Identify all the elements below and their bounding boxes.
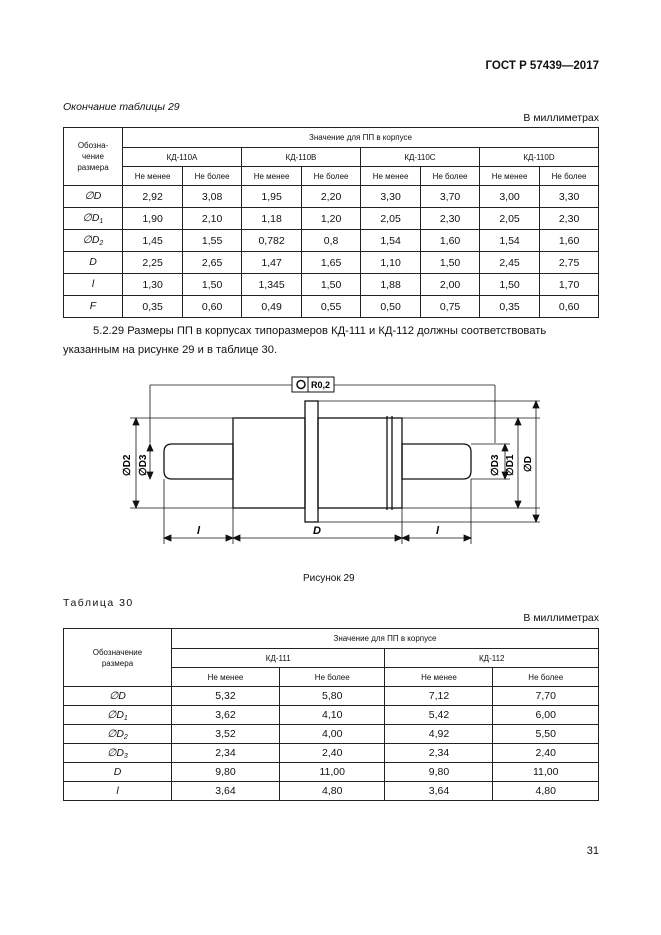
value-cell: 2,25 — [123, 252, 183, 274]
dimension-letter: D — [93, 190, 102, 202]
table29-continuation-label: Окончание таблицы 29 — [63, 101, 180, 113]
value-cell: 0,55 — [302, 296, 361, 318]
value-cell: 2,65 — [183, 252, 242, 274]
package-header: КД-111 — [172, 649, 385, 668]
radius-label: R0,2 — [311, 380, 331, 390]
dimension-subscript: 1 — [99, 218, 104, 225]
table-row — [64, 186, 599, 208]
package-header: КД-110А — [123, 148, 242, 167]
min-header: Не менее — [360, 167, 420, 186]
table-row — [64, 208, 599, 230]
diameter-symbol: ∅ — [107, 746, 117, 759]
value-cell: 11,00 — [279, 763, 385, 782]
dimension-letter: D — [113, 765, 122, 778]
value-cell: 2,05 — [479, 208, 539, 230]
value-cell: 1,95 — [241, 186, 301, 208]
value-cell: 5,50 — [493, 725, 599, 744]
designation-cell — [64, 706, 172, 725]
table-row — [64, 782, 599, 801]
value-cell: 6,00 — [493, 706, 599, 725]
value-cell: 3,08 — [183, 186, 242, 208]
right-body-shape — [318, 418, 402, 508]
designation-cell — [64, 744, 172, 763]
designation-cell — [64, 208, 123, 230]
left-body-shape — [233, 418, 305, 508]
label-d3-left: ∅D3 — [138, 454, 149, 476]
value-cell: 11,00 — [493, 763, 599, 782]
designation-cell — [64, 296, 123, 318]
value-cell: 4,80 — [493, 782, 599, 801]
table-29 — [63, 127, 599, 318]
designation-cell — [64, 252, 123, 274]
diameter-symbol: ∅ — [107, 708, 117, 721]
table-row — [64, 296, 599, 318]
figure-29-drawing — [100, 368, 560, 568]
value-cell: 5,42 — [385, 706, 493, 725]
package-header: КД-110D — [479, 148, 598, 167]
value-cell: 3,52 — [172, 725, 280, 744]
max-header: Не более — [279, 668, 385, 687]
value-cell: 4,00 — [279, 725, 385, 744]
table-row — [64, 274, 599, 296]
dimension-letter: D — [118, 689, 126, 702]
value-cell: 2,20 — [302, 186, 361, 208]
value-cell: 1,50 — [183, 274, 242, 296]
diameter-symbol: ∅ — [82, 212, 92, 224]
value-cell: 0,50 — [360, 296, 420, 318]
min-header: Не менее — [172, 668, 280, 687]
value-cell: 4,10 — [279, 706, 385, 725]
value-cell: 3,30 — [360, 186, 420, 208]
value-cell: 2,40 — [279, 744, 385, 763]
value-cell: 2,30 — [540, 208, 599, 230]
min-header: Не менее — [123, 167, 183, 186]
label-d3-right: ∅D3 — [490, 454, 501, 476]
value-cell: 1,50 — [479, 274, 539, 296]
designation-header: Обозначение размера — [64, 629, 172, 687]
table-30 — [63, 628, 599, 801]
dimension-letter: D — [91, 212, 100, 224]
value-cell: 1,54 — [479, 230, 539, 252]
designation-cell — [64, 230, 123, 252]
value-cell: 3,62 — [172, 706, 280, 725]
diameter-symbol: ∅ — [84, 190, 94, 202]
value-cell: 1,65 — [302, 252, 361, 274]
designation-cell — [64, 763, 172, 782]
table-row — [64, 687, 599, 706]
value-cell: 1,47 — [241, 252, 301, 274]
value-cell: 4,92 — [385, 725, 493, 744]
dimension-subscript: 2 — [123, 733, 128, 741]
value-cell: 1,54 — [360, 230, 420, 252]
designation-header: Обозна- чение размера — [64, 128, 123, 186]
value-cell: 1,55 — [183, 230, 242, 252]
dimension-letter: l — [91, 278, 95, 290]
dimension-subscript: 1 — [123, 714, 128, 722]
flange-shape — [305, 401, 318, 522]
max-header: Не более — [183, 167, 242, 186]
value-cell: 0,75 — [421, 296, 480, 318]
dimension-letter: l — [116, 784, 119, 797]
value-cell: 1,20 — [302, 208, 361, 230]
min-header: Не менее — [385, 668, 493, 687]
package-header: КД-112 — [385, 649, 599, 668]
value-cell: 2,34 — [385, 744, 493, 763]
value-cell: 2,45 — [479, 252, 539, 274]
dimension-subscript: 2 — [99, 240, 104, 247]
table-row — [64, 763, 599, 782]
value-cell: 0,35 — [123, 296, 183, 318]
dimension-letter: D — [116, 727, 124, 740]
value-cell: 0,60 — [183, 296, 242, 318]
value-cell: 1,60 — [421, 230, 480, 252]
value-cell: 1,18 — [241, 208, 301, 230]
right-lead-shape — [402, 444, 471, 479]
table29-units: В миллиметрах — [523, 112, 599, 124]
value-cell: 3,30 — [540, 186, 599, 208]
value-cell: 9,80 — [172, 763, 280, 782]
value-cell: 1,88 — [360, 274, 420, 296]
diameter-symbol: ∅ — [109, 689, 119, 702]
radius-callout — [292, 377, 334, 392]
value-cell: 3,00 — [479, 186, 539, 208]
value-cell: 1,10 — [360, 252, 420, 274]
diameter-symbol: ∅ — [107, 727, 117, 740]
group-header: Значение для ПП в корпусе — [123, 128, 599, 148]
paragraph-5-2-29: 5.2.29 Размеры ПП в корпусах типоразмеров КД-111 и КД-112 должны соответствовать указанным на рисунке 29 и в таблице 30. — [63, 325, 547, 356]
value-cell: 3,70 — [421, 186, 480, 208]
value-cell: 1,90 — [123, 208, 183, 230]
label-d-bottom: D — [313, 525, 321, 537]
value-cell: 1,345 — [241, 274, 301, 296]
value-cell: 2,05 — [360, 208, 420, 230]
package-header: КД-110С — [360, 148, 479, 167]
value-cell: 9,80 — [385, 763, 493, 782]
table30-units: В миллиметрах — [523, 612, 599, 624]
dimension-letter: D — [91, 234, 100, 246]
value-cell: 1,50 — [302, 274, 361, 296]
designation-cell — [64, 725, 172, 744]
value-cell: 1,60 — [540, 230, 599, 252]
value-cell: 3,64 — [172, 782, 280, 801]
value-cell: 1,45 — [123, 230, 183, 252]
max-header: Не более — [493, 668, 599, 687]
value-cell: 1,30 — [123, 274, 183, 296]
diameter-symbol: ∅ — [82, 234, 92, 246]
value-cell: 0,60 — [540, 296, 599, 318]
table-row — [64, 252, 599, 274]
label-l-right: l — [436, 525, 440, 537]
value-cell: 0,8 — [302, 230, 361, 252]
value-cell: 2,75 — [540, 252, 599, 274]
label-d1: ∅D1 — [505, 454, 516, 476]
value-cell: 0,35 — [479, 296, 539, 318]
dimension-letter: D — [89, 256, 97, 268]
dimension-subscript: 3 — [123, 752, 128, 760]
dimension-letter: D — [116, 746, 124, 759]
designation-cell — [64, 687, 172, 706]
dimension-letter: F — [89, 300, 97, 312]
table-row — [64, 744, 599, 763]
designation-cell — [64, 186, 123, 208]
package-header: КД-110В — [241, 148, 360, 167]
figure-29-caption: Рисунок 29 — [303, 573, 355, 584]
min-header: Не менее — [479, 167, 539, 186]
max-header: Не более — [540, 167, 599, 186]
value-cell: 2,34 — [172, 744, 280, 763]
designation-cell — [64, 782, 172, 801]
value-cell: 2,92 — [123, 186, 183, 208]
value-cell: 7,12 — [385, 687, 493, 706]
table-row — [64, 725, 599, 744]
label-l-left: l — [197, 525, 201, 537]
max-header: Не более — [302, 167, 361, 186]
value-cell: 7,70 — [493, 687, 599, 706]
value-cell: 0,49 — [241, 296, 301, 318]
label-d2: ∅D2 — [122, 454, 133, 476]
value-cell: 2,30 — [421, 208, 480, 230]
value-cell: 1,50 — [421, 252, 480, 274]
value-cell: 3,64 — [385, 782, 493, 801]
min-header: Не менее — [241, 167, 301, 186]
page-number: 31 — [586, 845, 599, 857]
value-cell: 2,00 — [421, 274, 480, 296]
value-cell: 2,40 — [493, 744, 599, 763]
max-header: Не более — [421, 167, 480, 186]
table-row — [64, 706, 599, 725]
value-cell: 5,80 — [279, 687, 385, 706]
value-cell: 0,782 — [241, 230, 301, 252]
table30-caption: Таблица 30 — [63, 597, 134, 609]
value-cell: 2,10 — [183, 208, 242, 230]
table-row — [64, 230, 599, 252]
dimension-letter: D — [116, 708, 124, 721]
left-lead-shape — [164, 444, 233, 479]
designation-cell — [64, 274, 123, 296]
value-cell: 1,70 — [540, 274, 599, 296]
label-d: ∅D — [523, 456, 534, 472]
document-id: ГОСТ Р 57439—2017 — [485, 60, 599, 72]
group-header: Значение для ПП в корпусе — [172, 629, 599, 649]
value-cell: 4,80 — [279, 782, 385, 801]
value-cell: 5,32 — [172, 687, 280, 706]
